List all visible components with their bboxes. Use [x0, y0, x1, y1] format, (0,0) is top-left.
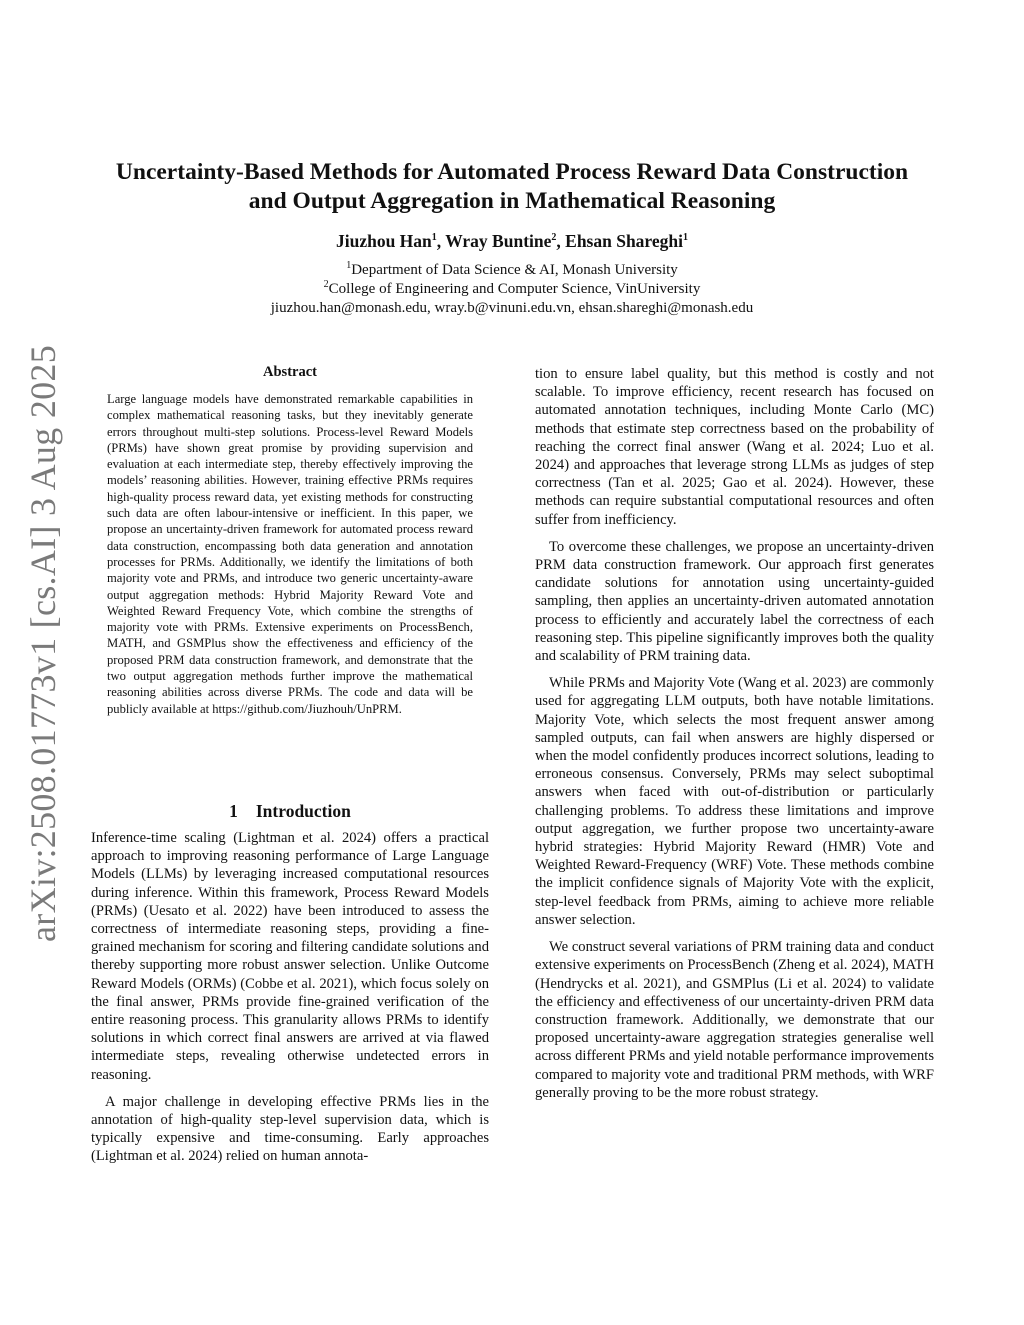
author-emails: jiuzhou.han@monash.edu, wray.b@vinuni.edu.vn, ehsan.shareghi@monash.edu	[270, 300, 754, 316]
author-list: Jiuzhou Han$^1$, Wray Buntine$^2$, Ehsan Shareghi$^1$	[335, 231, 688, 251]
body-paragraph: We construct several variations of PRM training data and conduct extensive experiments on ProcessBench (Zheng et al. 2024), MATH (Hendrycks et al. 2021), and GSMPlus (Li et al. 2024) to validate the efficiency and effectiveness of our uncertainty-driven PRM data construction framework. Additionally, we demonstrate that our proposed uncertainty-aware aggregation strategies generalise well across different PRMs and yield notable performance improvements compared to majority vote and traditional PRM methods, with WRF generally proving to be the more robust strategy.	[535, 939, 934, 1101]
author-affil-mark: 2	[551, 232, 557, 244]
section-heading	[91, 801, 489, 822]
author-name: Ehsan Shareghi	[565, 231, 683, 251]
author-affil-mark: 1	[683, 232, 688, 244]
affil-mark: 2	[323, 279, 329, 290]
author-name: Jiuzhou Han	[335, 231, 432, 251]
left-column	[91, 829, 489, 1175]
section-title: Introduction	[255, 801, 351, 821]
section-number: 1	[229, 801, 238, 821]
affil-text: College of Engineering and Computer Science, VinUniversity	[328, 281, 701, 297]
arxiv-stamp: arXiv:2508.01773v1 [cs.AI] 3 Aug 2025	[23, 344, 63, 942]
affiliation-2	[0, 281, 1024, 298]
body-paragraph: Inference-time scaling (Lightman et al. 2024) offers a practical approach to improving reasoning performance of Large Language Models (LLMs) by leveraging increased computational resources during inference. Within this framework, Process Reward Models (PRMs) (Uesato et al. 2022) have been introduced to assess the correctness of intermediate reasoning steps, providing a fine-grained mechanism for scoring and filtering candidate solutions and thereby supporting more robust answer selection. Unlike Outcome Reward Models (ORMs) (Cobbe et al. 2021), which focus solely on the final answer, PRMs provide fine-grained verification of the entire reasoning process. This granularity allows PRMs to identify solutions in which correct final answers are arrived at via flawed intermediate steps, revealing otherwise undetected errors in reasoning.	[91, 830, 489, 1083]
body-paragraph: A major challenge in developing effective PRMs lies in the annotation of high-quality step-level supervision data, which is typically expensive and time-consuming. Early approaches (Lightman et al. 2024) relied on human annota-	[91, 1093, 489, 1165]
author-name: Wray Buntine	[445, 231, 552, 251]
affil-mark: 1	[346, 260, 352, 271]
title-line-2: and Output Aggregation in Mathematical Reasoning	[248, 188, 776, 214]
affil-text: Department of Data Science & AI, Monash University	[351, 262, 678, 278]
author-affil-mark: 1	[431, 232, 437, 244]
abstract-heading: Abstract	[263, 364, 317, 380]
abstract-text: Large language models have demonstrated remarkable capabilities in complex mathematical reasoning tasks, but they inevitably generate errors throughout multi-step solutions. Process-level Reward Models (PRMs) have shown great promise by providing supervision and evaluation at each intermediate step, thereby effectively improving the models’ reasoning abilities. However, training effective PRMs requires high-quality process reward data, yet existing methods for constructing such data are often labour-intensive or inefficient. In this paper, we propose an uncertainty-driven framework for automated process reward data construction, encompassing both data generation and annotation processes for PRMs. Additionally, we identify the limitations of both majority vote and PRMs, and introduce two generic uncertainty-aware output aggregation methods: Hybrid Majority Reward Vote and Weighted Reward Frequency Vote, which combine the strengths of majority vote with PRMs. Extensive experiments on ProcessBench, MATH, and GSMPlus show the effectiveness and efficiency of the proposed PRM data construction framework, and demonstrate that the two output aggregation methods further improve the mathematical reasoning abilities across diverse PRMs. The code and data will be publicly available at https://github.com/Jiuzhouh/UnPRM.	[107, 392, 473, 716]
affiliation-1	[0, 262, 1024, 279]
right-column	[535, 365, 934, 1111]
title-line-1: Uncertainty-Based Methods for Automated Process Reward Data Construction	[115, 159, 909, 185]
body-paragraph: tion to ensure label quality, but this method is costly and not scalable. To improve efficiency, recent research has focused on automated annotation techniques, including Monte Carlo (MC) methods that estimate step correctness based on the probability of reaching the correct final answer (Wang et al. 2024; Luo et al. 2024) and approaches that leverage strong LLMs as judges of step correctness (Tan et al. 2025; Gao et al. 2024). However, these methods can require substantial computational resources and often suffer from inefficiency.	[535, 366, 934, 528]
body-paragraph: While PRMs and Majority Vote (Wang et al. 2023) are commonly used for aggregating LLM outputs, both have notable limitations. Majority Vote, which selects the most frequent answer among sampled outputs, can fail when answers are highly dispersed or when the model confidently produces incorrect solutions, leading to erroneous consensus. Conversely, PRMs may select suboptimal answers when faced with out-of-distribution or particularly challenging problems. To address these limitations and improve output aggregation, we further propose two uncertainty-aware hybrid strategies: Hybrid Majority Reward (HMR) Vote and Weighted Reward-Frequency (WRF) Vote. These methods combine the implicit confidence signals of Majority Vote with the explicit, step-level feedback from PRMs, aiming to achieve more reliable answer selection.	[535, 675, 934, 928]
paper-title	[0, 158, 1024, 216]
body-paragraph: To overcome these challenges, we propose an uncertainty-driven PRM data construction framework. Our approach first generates candidate solutions for annotation using uncertainty-guided sampling, then applies an uncertainty-driven automated annotation process to efficiently and accurately label the correctness of each reasoning step. This pipeline significantly improves both the quality and scalability of PRM training data.	[535, 538, 934, 665]
